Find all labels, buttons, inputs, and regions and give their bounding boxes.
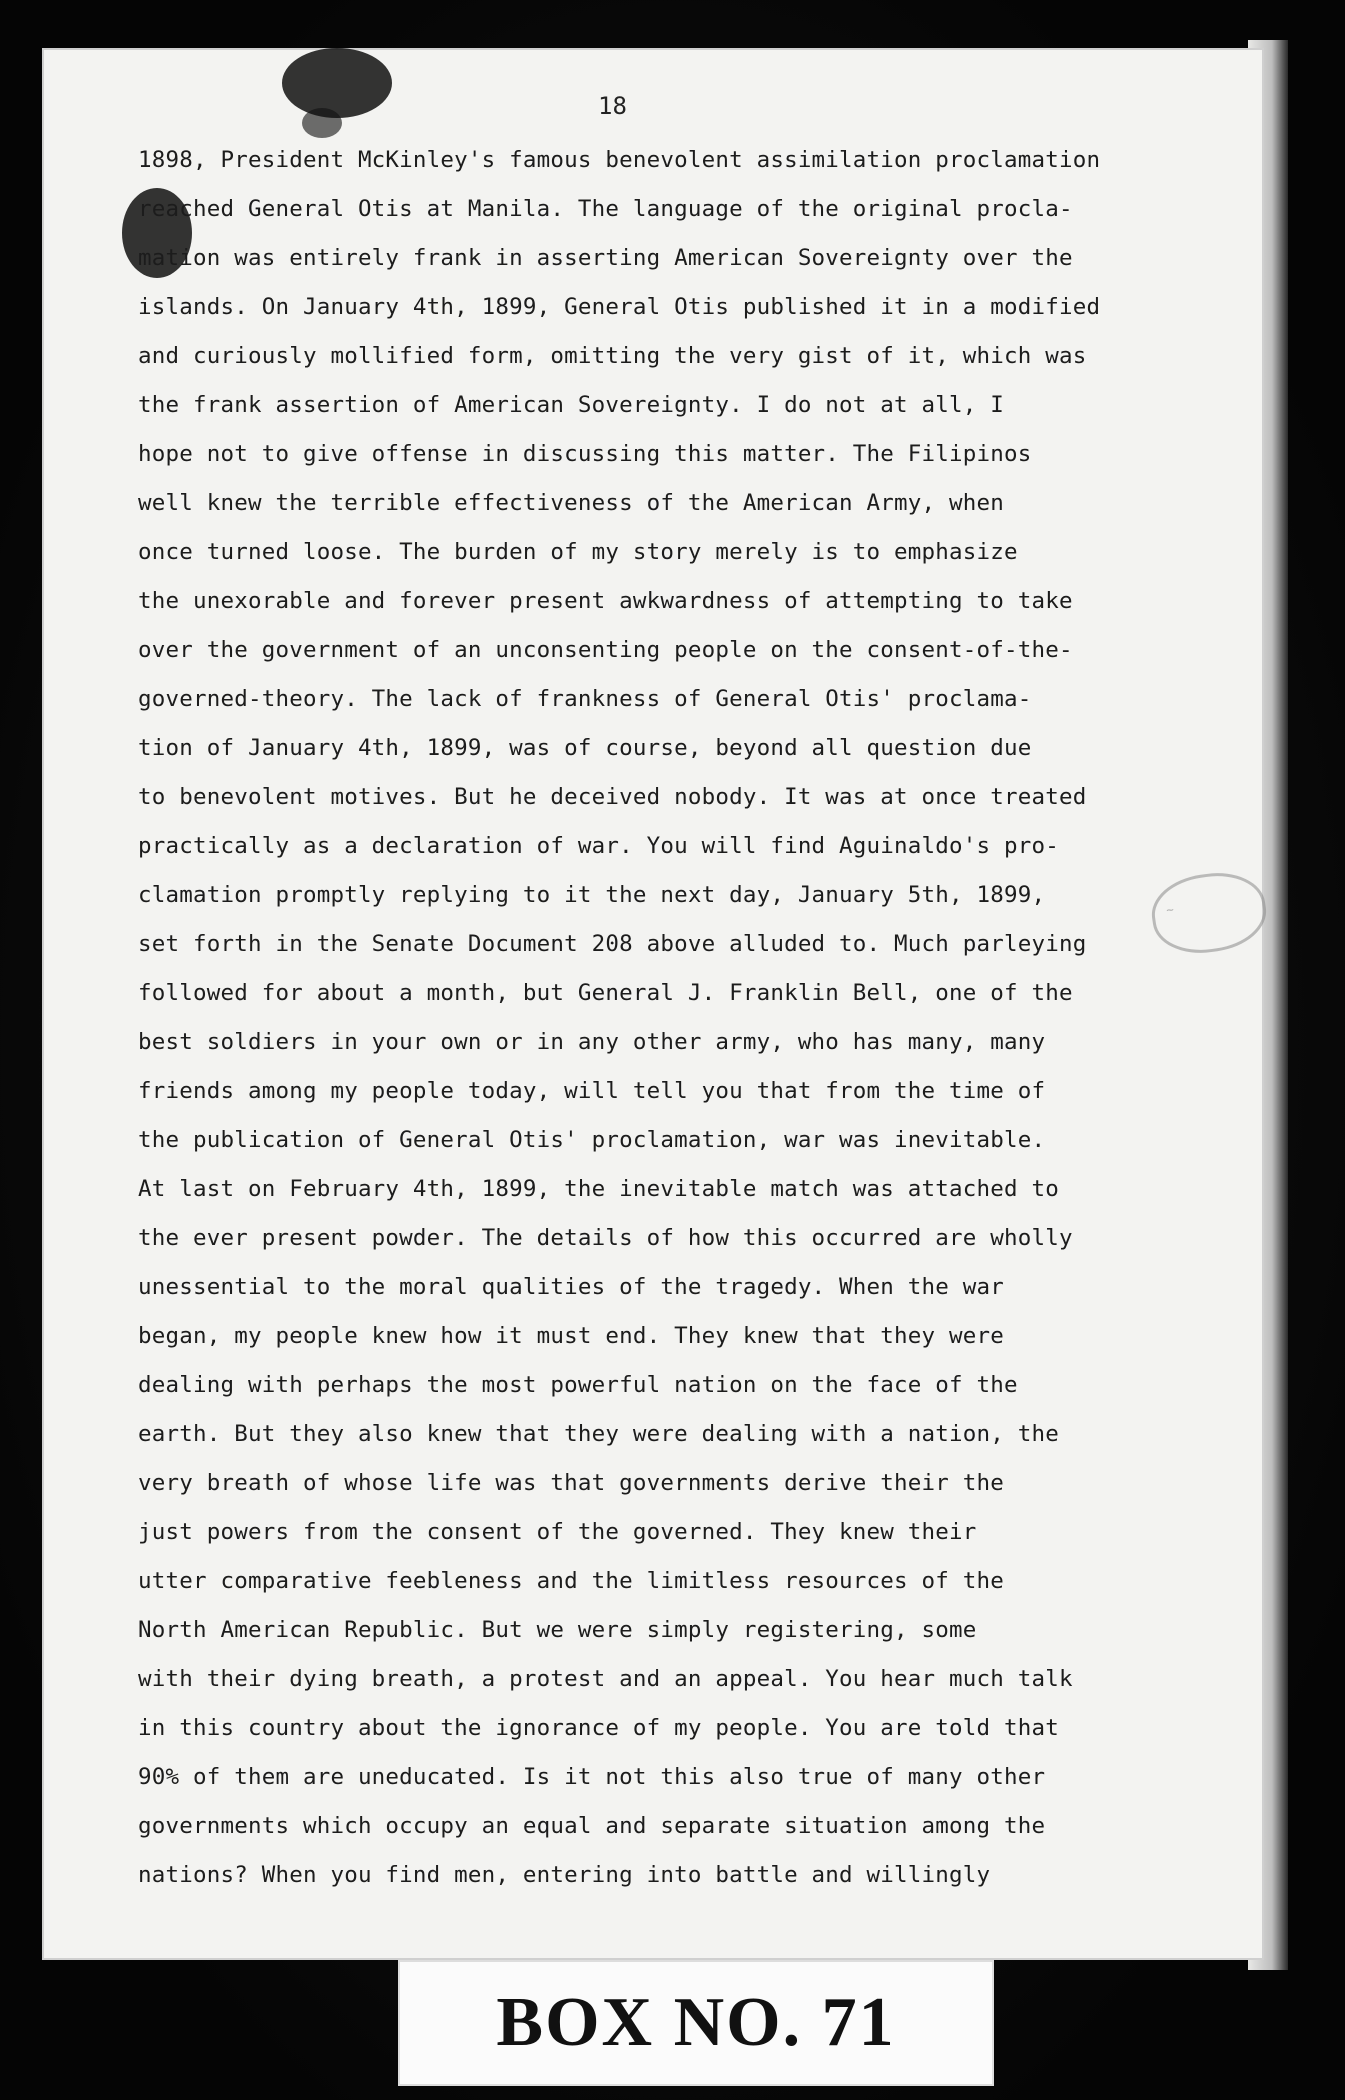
text-line: reached General Otis at Manila. The language of the original procla- [138, 196, 1073, 222]
stamp-mark: ~ [1165, 901, 1175, 918]
ink-stain [302, 108, 342, 138]
text-line: the publication of General Otis' proclamation, war was inevitable. [138, 1127, 1046, 1153]
text-line: once turned loose. The burden of my story merely is to emphasize [138, 539, 1018, 565]
text-line: governed-theory. The lack of frankness of General Otis' proclama- [138, 686, 1032, 712]
text-line: very breath of whose life was that governments derive their the [138, 1470, 1005, 1496]
text-line: just powers from the consent of the governed. They knew their [138, 1519, 977, 1545]
text-line: 90% of them are uneducated. Is it not this also true of many other [138, 1764, 1046, 1790]
text-line: utter comparative feebleness and the limitless resources of the [138, 1568, 1005, 1594]
text-line: the ever present powder. The details of how this occurred are wholly [138, 1225, 1073, 1251]
text-line: set forth in the Senate Document 208 above alluded to. Much parleying [138, 931, 1087, 957]
text-line: began, my people knew how it must end. They knew that they were [138, 1323, 1005, 1349]
text-line: mation was entirely frank in asserting American Sovereignty over the [138, 245, 1073, 271]
box-number-label [398, 1960, 994, 2086]
text-line: At last on February 4th, 1899, the inevitable match was attached to [138, 1176, 1059, 1202]
text-line: well knew the terrible effectiveness of the American Army, when [138, 490, 1005, 516]
text-line: dealing with perhaps the most powerful nation on the face of the [138, 1372, 1018, 1398]
text-line: friends among my people today, will tell you that from the time of [138, 1078, 1046, 1104]
text-line: and curiously mollified form, omitting the very gist of it, which was [138, 343, 1087, 369]
text-line: unessential to the moral qualities of the tragedy. When the war [138, 1274, 1005, 1300]
text-line: hope not to give offense in discussing this matter. The Filipinos [138, 441, 1032, 467]
text-line: North American Republic. But we were simply registering, some [138, 1617, 977, 1643]
text-line: in this country about the ignorance of my people. You are told that [138, 1715, 1059, 1741]
text-line: islands. On January 4th, 1899, General Otis published it in a modified [138, 294, 1101, 320]
text-line: 1898, President McKinley's famous benevolent assimilation proclamation [138, 147, 1101, 173]
typed-text-body [138, 136, 1218, 1900]
text-line: tion of January 4th, 1899, was of course, beyond all question due [138, 735, 1032, 761]
ink-stain [282, 48, 392, 118]
text-line: over the government of an unconsenting people on the consent-of-the- [138, 637, 1073, 663]
text-line: practically as a declaration of war. You will find Aguinaldo's pro- [138, 833, 1059, 859]
box-number-text: BOX NO. 71 [496, 1984, 896, 2061]
text-line: clamation promptly replying to it the next day, January 5th, 1899, [138, 882, 1046, 908]
text-line: best soldiers in your own or in any other army, who has many, many [138, 1029, 1046, 1055]
text-line: earth. But they also knew that they were dealing with a nation, the [138, 1421, 1059, 1447]
text-line: with their dying breath, a protest and an appeal. You hear much talk [138, 1666, 1073, 1692]
page-number: 18 [598, 92, 627, 120]
text-line: followed for about a month, but General J. Franklin Bell, one of the [138, 980, 1073, 1006]
text-line: the frank assertion of American Sovereignty. I do not at all, I [138, 392, 1005, 418]
text-line: the unexorable and forever present awkwardness of attempting to take [138, 588, 1073, 614]
text-line: governments which occupy an equal and separate situation among the [138, 1813, 1046, 1839]
text-line: nations? When you find men, entering into battle and willingly [138, 1862, 991, 1888]
text-line: to benevolent motives. But he deceived nobody. It was at once treated [138, 784, 1087, 810]
